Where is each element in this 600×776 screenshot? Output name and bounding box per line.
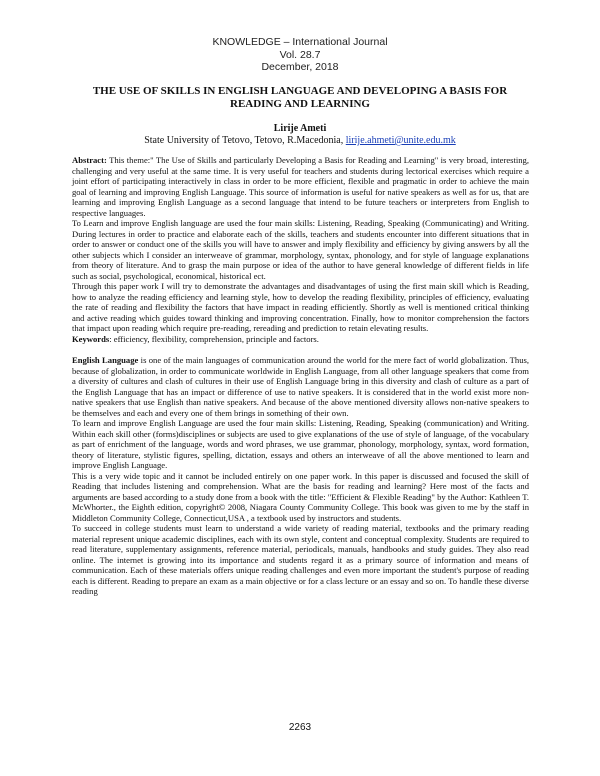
abstract-paragraph-1 — [72, 155, 529, 218]
journal-header — [0, 36, 600, 74]
affiliation-text: State University of Tetovo, Tetovo, R.Macedonia, — [144, 135, 344, 146]
journal-date: December, 2018 — [261, 61, 339, 73]
body-text-1: is one of the main languages of communication around the world for the mere fact of world globalization. Thus, because of globalization, in order to communicate worldwide in English Language, from all other language speakers that come from a diversity of cultures and clash of cultures in their use of English Language bring in this diversity and clash of culture as a part of the English Language that has an impact or difference of use to native speakers. It is considered that in the world exist more non-native speakers that use English than native speakers. And because of the above mentioned diversity allows non-native speakers to be themselves and each and every one of them brings in something of their own. — [72, 355, 529, 418]
abstract-label: Abstract: — [72, 155, 107, 165]
author-name: Lirije Ameti — [273, 123, 327, 134]
abstract-text-1: This theme:" The Use of Skills and particularly Developing a Basis for Reading and Learning" is very broad, interesting, challenging and very useful at the same time. It is very useful for teachers and students during lectorical exercises which require a joint effort of participating interactively in class in order to be more efficient, flexible and pragmatic in order to achieve the main goal of learning and improving English Language. This source of information is useful for native speakers as well as for us, that are learning and improving English Language as a second language that intend to be future teachers or interpreters from English to respective languages. — [72, 155, 530, 218]
paper-title: THE USE OF SKILLS IN ENGLISH LANGUAGE AND DEVELOPING A BASIS FOR READING AND LEARNING — [92, 85, 508, 110]
body-paragraph-3: This is a very wide topic and it cannot be included entirely on one paper work. In this paper is discussed and focused the skill of Reading that includes listening and comprehension. What are the basis for reading and learning? Here most of the facts and arguments are based according to a study done from a book with the title: "Efficient & Flexible Reading" by the Author: Kathleen T. McWhorter., the Eighth edition, copyright© 2008, Niagara County Community College. This book was given to me by the staff in Middleton Community College, Connecticut,USA , a textbook used by instructors and students. — [72, 470, 529, 523]
body-lead-term: English Language — [72, 355, 139, 365]
abstract-paragraph-3: Through this paper work I will try to demonstrate the advantages and disadvantages of using the first main skill which is Reading, how to analyze the reading efficiency and learning style, how to develop the reading flexibility, principles of efficiency, evaluating the rate of reading and flexibility the factors that have impact in reading efficiently. Shortly as well is mentioned critical thinking and active reading which guides toward thinking and improving concentration. Finally, how to monitor comprehension the factors that impact upon reading which require pre-reading, rereading and prediction to retain elevating results. — [72, 281, 529, 333]
journal-name: KNOWLEDGE – International Journal — [212, 36, 388, 48]
keywords-paragraph — [72, 334, 529, 345]
author-affiliation — [0, 135, 600, 147]
journal-volume: Vol. 28.7 — [279, 48, 321, 61]
abstract-paragraph-2: To Learn and improve English language are used the four main skills: Listening, Reading, Speaking (Communicating) and Writing. During lectures in order to practice and elaborate each of the skills, teachers and students encounter into different situations that in order to answer or conduct one of the skills you will have to answer and imply flexibility and efficiency by giving answers by all the other subjects which I consider an interweave of grammar, morphology, syntax, phonology, and for style of language explanations from theory of literature. And to grasp the main purpose or idea of the author to have general knowledge of different fields in life such as social, psychological, economical, historical ect. — [72, 218, 529, 281]
keywords-label: Keywords — [72, 333, 110, 344]
keywords-text: : efficiency, flexibility, comprehension, principle and factors. — [109, 333, 319, 344]
body-paragraph-1 — [72, 355, 529, 418]
author-email-link[interactable]: lirije.ahmeti@unite.edu.mk — [345, 135, 456, 146]
body-paragraph-4: To succeed in college students must learn to understand a wide variety of reading material, textbooks and the primary reading material represent unique academic disciplines, each with its own style, content and conceptual complexity. Students are required to read literature, supplementary assignments, reference material, periodicals, manuals, handbooks and study guides. They also read online. The internet is growing into its importance and students regard it as a primary source of information and means of communication. Each of these materials offers unique reading challenges and even more important the student's purpose of reading each is different. Reading to prepare an exam as a main objective or for a class lecture or an essay and so on. To handle these diverse reading — [72, 523, 529, 596]
body-paragraph-2: To learn and improve English Language are used the four main skills: Listening, Reading, Speaking (communication) and Writing. Within each skill other (forms)disciplines or subjects are used to give explanations of the use of style of language, of the vocabulary as part of enrichment of the language, words and word phrases, we use grammar, phonology, morphology, syntax, word formation, theory of literature, stylistic figures, spelling, dictation, essays and others an interweave of all the above mentioned to learn and improve English Language. — [72, 418, 529, 470]
page-number: 2263 — [288, 722, 312, 733]
paper-body — [72, 155, 529, 597]
